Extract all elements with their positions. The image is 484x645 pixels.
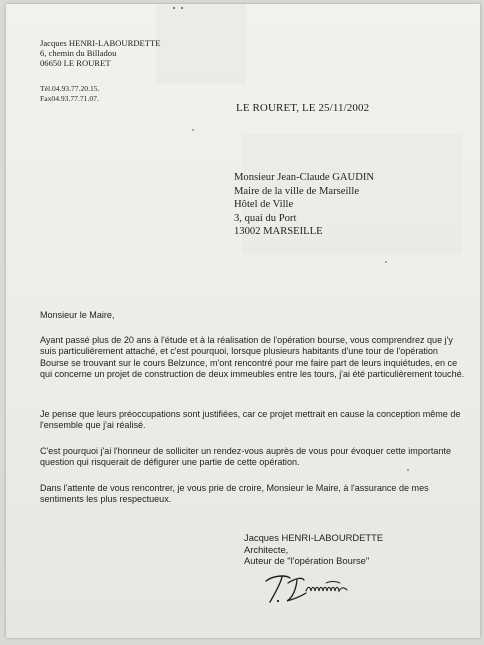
- sender-name: Jacques HENRI-LABOURDETTE: [40, 38, 161, 48]
- handwritten-signature: [260, 569, 370, 607]
- recipient-line: Hôtel de Ville: [234, 199, 294, 211]
- recipient-line: Monsieur Jean-Claude GAUDIN: [234, 172, 375, 183]
- recipient-address: [234, 171, 374, 239]
- letter-page: [6, 4, 480, 638]
- sender-contact: [40, 84, 99, 104]
- body-paragraph: Dans l'attente de vous rencontrer, je vous prie de croire, Monsieur le Maire, à l'assurance de mes sentiments les plus respectueux.: [40, 483, 429, 505]
- sender-fax: Fax04.93.77.71.07.: [40, 94, 99, 103]
- closing-name: Jacques HENRI-LABOURDETTE: [244, 532, 384, 543]
- sender-street: 6, chemin du Billadou: [40, 48, 117, 59]
- recipient-line: 3, quai du Port: [234, 212, 297, 224]
- sender-tel: Tél.04.93.77.20.15.: [40, 84, 100, 93]
- closing-block: [244, 532, 383, 567]
- sender-city: 06650 LE ROURET: [40, 58, 111, 69]
- body-paragraph: Je pense que leurs préoccupations sont justifiées, car ce projet mettrait en cause la conception même de l'ensemble que j'ai réalisé.: [40, 409, 461, 431]
- sender-address: [40, 38, 161, 69]
- body-paragraph: Ayant passé plus de 20 ans à l'étude et à la réalisation de l'opération bourse, vous comprendrez que j'y suis particulièrement attaché, et c'est pourquoi, lorsque plusieurs habitants d'une tour de l'opération Bourse se trouvant sur le cours Belzunce, m'ont rencontré pour me faire part de leurs inquiétudes, en ce qui concerne un projet de construction de deux immeubles entre les tours, j'ai été particulièrement touché.: [40, 335, 465, 379]
- recipient-line: Maire de la ville de Marseille: [234, 185, 360, 197]
- salutation: Monsieur le Maire,: [40, 310, 115, 320]
- closing-title: Architecte,: [244, 543, 289, 555]
- closing-role: Auteur de "l'opération Bourse": [244, 555, 370, 567]
- place-date: LE ROURET, LE 25/11/2002: [236, 102, 370, 114]
- body-paragraph: C'est pourquoi j'ai l'honneur de solliciter un rendez-vous auprès de vous pour évoquer cette importante question qui risquerait de défigurer une partie de cette opération.: [40, 446, 452, 468]
- recipient-line: 13002 MARSEILLE: [234, 226, 323, 238]
